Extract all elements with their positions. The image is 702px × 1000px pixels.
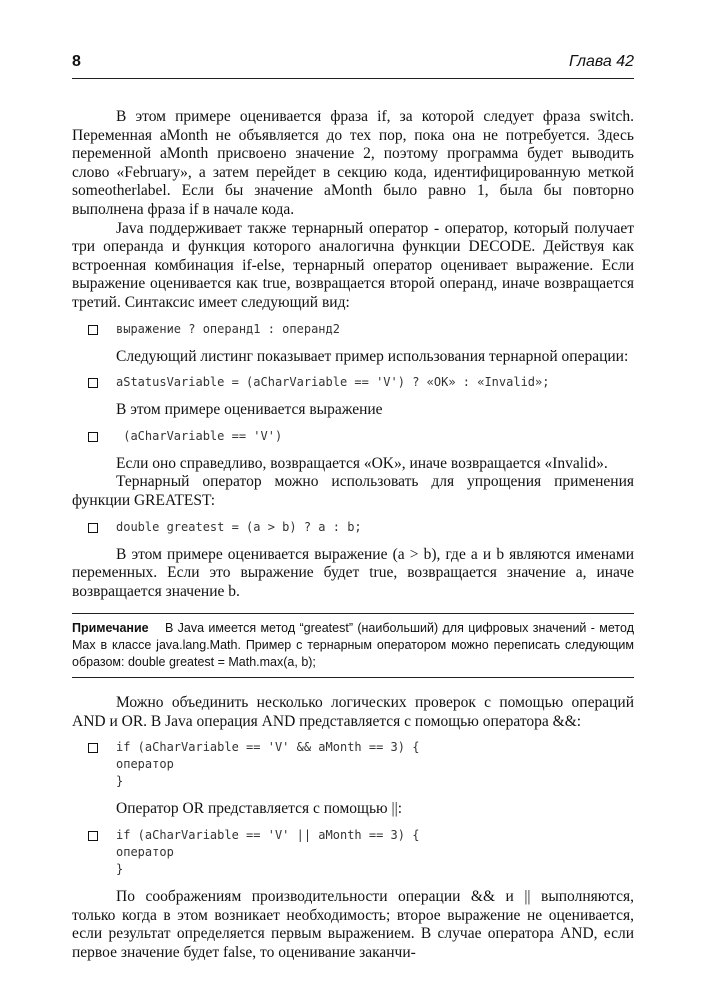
checkbox-bullet-icon (88, 378, 98, 388)
code-line: if (aCharVariable == 'V' || aMonth == 3) { (116, 828, 420, 843)
code-line: if (aCharVariable == 'V' && aMonth == 3) { (116, 740, 420, 755)
page-body (72, 108, 634, 962)
paragraph: В этом примере оценивается выражение (116, 401, 383, 419)
note-text: В Java имеется метод “greatest” (наибольший) для цифровых значений - метод Max в классе java.lang.Math. Пример с тернарным оператором можно переписать следующим образом: double greatest = Math.max(a, b); (72, 621, 634, 670)
code-line: оператор (116, 845, 174, 860)
chapter-title: Глава 42 (568, 53, 634, 70)
code-block-greatest (72, 519, 634, 536)
code-block-expr (72, 428, 634, 445)
paragraph: По соображениям производительности операции && и || выполняются, только когда в этом возникает необходимость; второе выражение не оценивается, если результат определяется первым выражением. В случае оператора AND, если первое значение будет false, то оценивание заканчи- (72, 888, 634, 961)
code-line: оператор (116, 757, 174, 772)
page-number: 8 (72, 53, 81, 70)
code-line: (aCharVariable == 'V') (116, 428, 283, 443)
code-block-or (72, 827, 634, 878)
paragraph: Оператор OR представляется с помощью ||: (116, 800, 403, 818)
code-block-and (72, 739, 634, 790)
paragraph: Тернарный оператор можно использовать для упрощения применения функции GREATEST: (72, 473, 634, 509)
note-box (72, 613, 634, 678)
page-header (72, 50, 634, 79)
paragraph: Java поддерживает также тернарный оператор - оператор, который получает три операнда и функция которого аналогична функции DECODE. Действуя как встроенная комбинация if-else, тернарный оператор оценивает выражение. Если выражение оценивается как true, возвращается второй операнд, иначе возвращается третий. Синтаксис имеет следующий вид: (72, 219, 634, 311)
checkbox-bullet-icon (88, 432, 98, 442)
code-line: } (116, 862, 124, 877)
checkbox-bullet-icon (88, 831, 98, 841)
paragraph: В этом примере оценивается выражение (a > b), где a и b являются именами переменных. Если это выражение будет true, возвращается значение a, иначе возвращается значение b. (72, 545, 634, 600)
code-line: выражение ? операнд1 : операнд2 (116, 321, 340, 336)
checkbox-bullet-icon (88, 743, 98, 753)
paragraph: Следующий листинг показывает пример использования тернарной операции: (116, 347, 629, 365)
checkbox-bullet-icon (88, 523, 98, 533)
note-label: Примечание (72, 621, 149, 636)
code-block-status (72, 374, 634, 391)
paragraph: В этом примере оценивается фраза if, за которой следует фраза switch. Переменная aMonth не объявляется до тех пор, пока она не потребуется. Здесь переменной aMonth присвоено значение 2, поэтому программа будет выводить слово «February», а затем перейдет в секцию кода, идентифицированную меткой someotherlabel. Если бы значение aMonth было равно 1, была бы повторно выполнена фраза if в начале кода. (72, 108, 634, 218)
code-line: aStatusVariable = (aCharVariable == 'V') ? «OK» : «Invalid»; (116, 375, 550, 390)
code-line: double greatest = (a > b) ? a : b; (116, 519, 362, 534)
code-block-syntax (72, 321, 634, 338)
paragraph: Если оно справедливо, возвращается «OK», иначе возвращается «Invalid». (116, 454, 608, 472)
paragraph: Можно объединить несколько логических проверок с помощью операций AND и OR. В Java операция AND представляется с помощью оператора &&: (72, 694, 634, 730)
checkbox-bullet-icon (88, 325, 98, 335)
code-line: } (116, 774, 124, 789)
